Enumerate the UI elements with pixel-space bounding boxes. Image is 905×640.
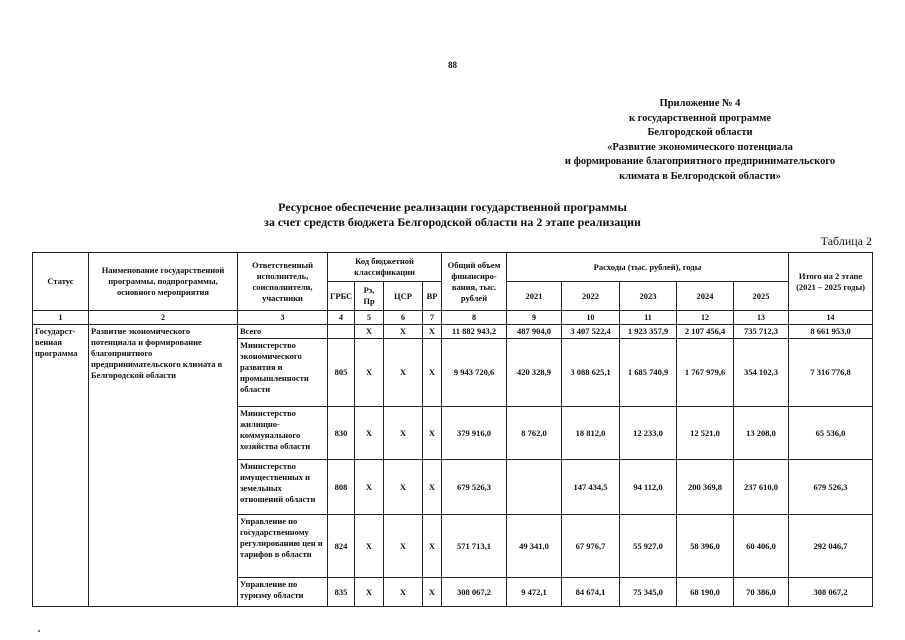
year-cell bbox=[507, 460, 562, 515]
header-year: 2025 bbox=[734, 282, 789, 311]
header-grbs: ГРБС bbox=[328, 282, 355, 311]
appendix-line: к государственной программе bbox=[628, 112, 772, 124]
year-cell: 735 712,3 bbox=[734, 325, 789, 339]
csr-cell: Х bbox=[384, 339, 423, 407]
budget-table bbox=[32, 252, 873, 607]
header-vr: ВР bbox=[423, 282, 442, 311]
appendix-line: климата в Белгородской области» bbox=[619, 170, 781, 182]
column-number: 13 bbox=[734, 311, 789, 325]
total-cell: 11 882 943,2 bbox=[442, 325, 507, 339]
executor-cell: Министерство экономического развития и промышленности области bbox=[238, 339, 328, 407]
table-label: Таблица 2 bbox=[820, 234, 872, 248]
header-total-volume: Общий объем финансиро-вания, тыс. рублей bbox=[442, 253, 507, 311]
appendix-line: Приложение № 4 bbox=[659, 98, 741, 109]
year-cell: 1 923 357,9 bbox=[620, 325, 677, 339]
stage-total-cell: 679 526,3 bbox=[789, 460, 873, 515]
appendix-block bbox=[540, 97, 860, 184]
column-number: 9 bbox=[507, 311, 562, 325]
year-cell: 94 112,0 bbox=[620, 460, 677, 515]
total-cell: 308 067,2 bbox=[442, 578, 507, 607]
header-status: Статус bbox=[33, 253, 89, 311]
year-cell: 60 406,0 bbox=[734, 515, 789, 578]
executor-cell: Министерство имущественных и земельных отношений области bbox=[238, 460, 328, 515]
stage-total-cell: 65 536,0 bbox=[789, 407, 873, 460]
year-cell: 75 345,0 bbox=[620, 578, 677, 607]
grbs-cell bbox=[328, 325, 355, 339]
header-csr: ЦСР bbox=[384, 282, 423, 311]
executor-cell: Управление по туризму области bbox=[238, 578, 328, 607]
header-expenses: Расходы (тыс. рублей), годы bbox=[507, 253, 789, 282]
total-cell: 9 943 720,6 bbox=[442, 339, 507, 407]
header-name: Наименование государственной программы, подпрограммы, основного мероприятия bbox=[89, 253, 238, 311]
vr-cell: Х bbox=[423, 407, 442, 460]
header-executor: Ответственный исполнитель, соисполнители, участники bbox=[238, 253, 328, 311]
csr-cell: Х bbox=[384, 460, 423, 515]
rz-cell: Х bbox=[355, 578, 384, 607]
csr-cell: Х bbox=[384, 325, 423, 339]
csr-cell: Х bbox=[384, 407, 423, 460]
vr-cell: Х bbox=[423, 578, 442, 607]
appendix-line: Белгородской области bbox=[647, 127, 753, 138]
program-status: Государст-венная программа bbox=[33, 325, 89, 607]
executor-cell: Всего bbox=[238, 325, 328, 339]
grbs-cell: 805 bbox=[328, 339, 355, 407]
header-rz: Рз, Пр bbox=[355, 282, 384, 311]
year-cell: 1 685 740,9 bbox=[620, 339, 677, 407]
title-line: за счет средств бюджета Белгородской области на 2 этапе реализации bbox=[264, 215, 641, 229]
table-row bbox=[33, 325, 873, 339]
year-cell: 147 434,5 bbox=[562, 460, 620, 515]
year-cell: 18 812,0 bbox=[562, 407, 620, 460]
vr-cell: Х bbox=[423, 515, 442, 578]
page-number: 88 bbox=[448, 60, 457, 70]
grbs-cell: 824 bbox=[328, 515, 355, 578]
vr-cell: Х bbox=[423, 460, 442, 515]
year-cell: 1 767 979,6 bbox=[677, 339, 734, 407]
header-stage-total: Итого на 2 этапе (2021 – 2025 годы) bbox=[789, 253, 873, 311]
grbs-cell: 835 bbox=[328, 578, 355, 607]
program-name: Развитие экономического потенциала и формирование благоприятного предпринимательского климата в Белгородской области bbox=[89, 325, 238, 607]
year-cell: 420 328,9 bbox=[507, 339, 562, 407]
column-number: 4 bbox=[328, 311, 355, 325]
year-cell: 200 369,8 bbox=[677, 460, 734, 515]
rz-cell: Х bbox=[355, 407, 384, 460]
year-cell: 2 107 456,4 bbox=[677, 325, 734, 339]
year-cell: 8 762,0 bbox=[507, 407, 562, 460]
title-line: Ресурсное обеспечение реализации государственной программы bbox=[278, 200, 627, 214]
scan-speck bbox=[38, 630, 40, 632]
year-cell: 68 190,0 bbox=[677, 578, 734, 607]
year-cell: 55 927,0 bbox=[620, 515, 677, 578]
column-number: 10 bbox=[562, 311, 620, 325]
csr-cell: Х bbox=[384, 515, 423, 578]
executor-cell: Министерство жилищно-коммунального хозяйства области bbox=[238, 407, 328, 460]
stage-total-cell: 292 046,7 bbox=[789, 515, 873, 578]
stage-total-cell: 7 316 776,8 bbox=[789, 339, 873, 407]
vr-cell: Х bbox=[423, 325, 442, 339]
vr-cell: Х bbox=[423, 339, 442, 407]
header-budget-code: Код бюджетной классификации bbox=[328, 253, 442, 282]
rz-cell: Х bbox=[355, 515, 384, 578]
column-number: 5 bbox=[355, 311, 384, 325]
column-number: 2 bbox=[89, 311, 238, 325]
rz-cell: Х bbox=[355, 325, 384, 339]
rz-cell: Х bbox=[355, 460, 384, 515]
header-year: 2024 bbox=[677, 282, 734, 311]
column-number: 6 bbox=[384, 311, 423, 325]
total-cell: 571 713,1 bbox=[442, 515, 507, 578]
grbs-cell: 808 bbox=[328, 460, 355, 515]
column-number: 7 bbox=[423, 311, 442, 325]
column-number: 1 bbox=[33, 311, 89, 325]
header-year: 2023 bbox=[620, 282, 677, 311]
year-cell: 3 407 522,4 bbox=[562, 325, 620, 339]
year-cell: 13 208,0 bbox=[734, 407, 789, 460]
year-cell: 12 233,0 bbox=[620, 407, 677, 460]
executor-cell: Управление по государственному регулированию цен и тарифов в области bbox=[238, 515, 328, 578]
year-cell: 67 976,7 bbox=[562, 515, 620, 578]
column-number: 3 bbox=[238, 311, 328, 325]
header-year: 2021 bbox=[507, 282, 562, 311]
total-cell: 679 526,3 bbox=[442, 460, 507, 515]
year-cell: 12 521,0 bbox=[677, 407, 734, 460]
year-cell: 354 102,3 bbox=[734, 339, 789, 407]
grbs-cell: 830 bbox=[328, 407, 355, 460]
total-cell: 379 916,0 bbox=[442, 407, 507, 460]
rz-cell: Х bbox=[355, 339, 384, 407]
appendix-line: «Развитие экономического потенциала bbox=[607, 141, 793, 153]
year-cell: 49 341,0 bbox=[507, 515, 562, 578]
year-cell: 3 088 625,1 bbox=[562, 339, 620, 407]
column-number: 11 bbox=[620, 311, 677, 325]
year-cell: 58 396,0 bbox=[677, 515, 734, 578]
year-cell: 84 674,1 bbox=[562, 578, 620, 607]
appendix-line: и формирование благоприятного предпринимательского bbox=[564, 156, 836, 167]
stage-total-cell: 8 661 953,0 bbox=[789, 325, 873, 339]
column-number: 12 bbox=[677, 311, 734, 325]
year-cell: 487 904,0 bbox=[507, 325, 562, 339]
year-cell: 70 386,0 bbox=[734, 578, 789, 607]
year-cell: 9 472,1 bbox=[507, 578, 562, 607]
header-year: 2022 bbox=[562, 282, 620, 311]
stage-total-cell: 308 067,2 bbox=[789, 578, 873, 607]
column-number: 8 bbox=[442, 311, 507, 325]
document-title bbox=[0, 200, 905, 230]
column-number: 14 bbox=[789, 311, 873, 325]
csr-cell: Х bbox=[384, 578, 423, 607]
year-cell: 237 610,0 bbox=[734, 460, 789, 515]
